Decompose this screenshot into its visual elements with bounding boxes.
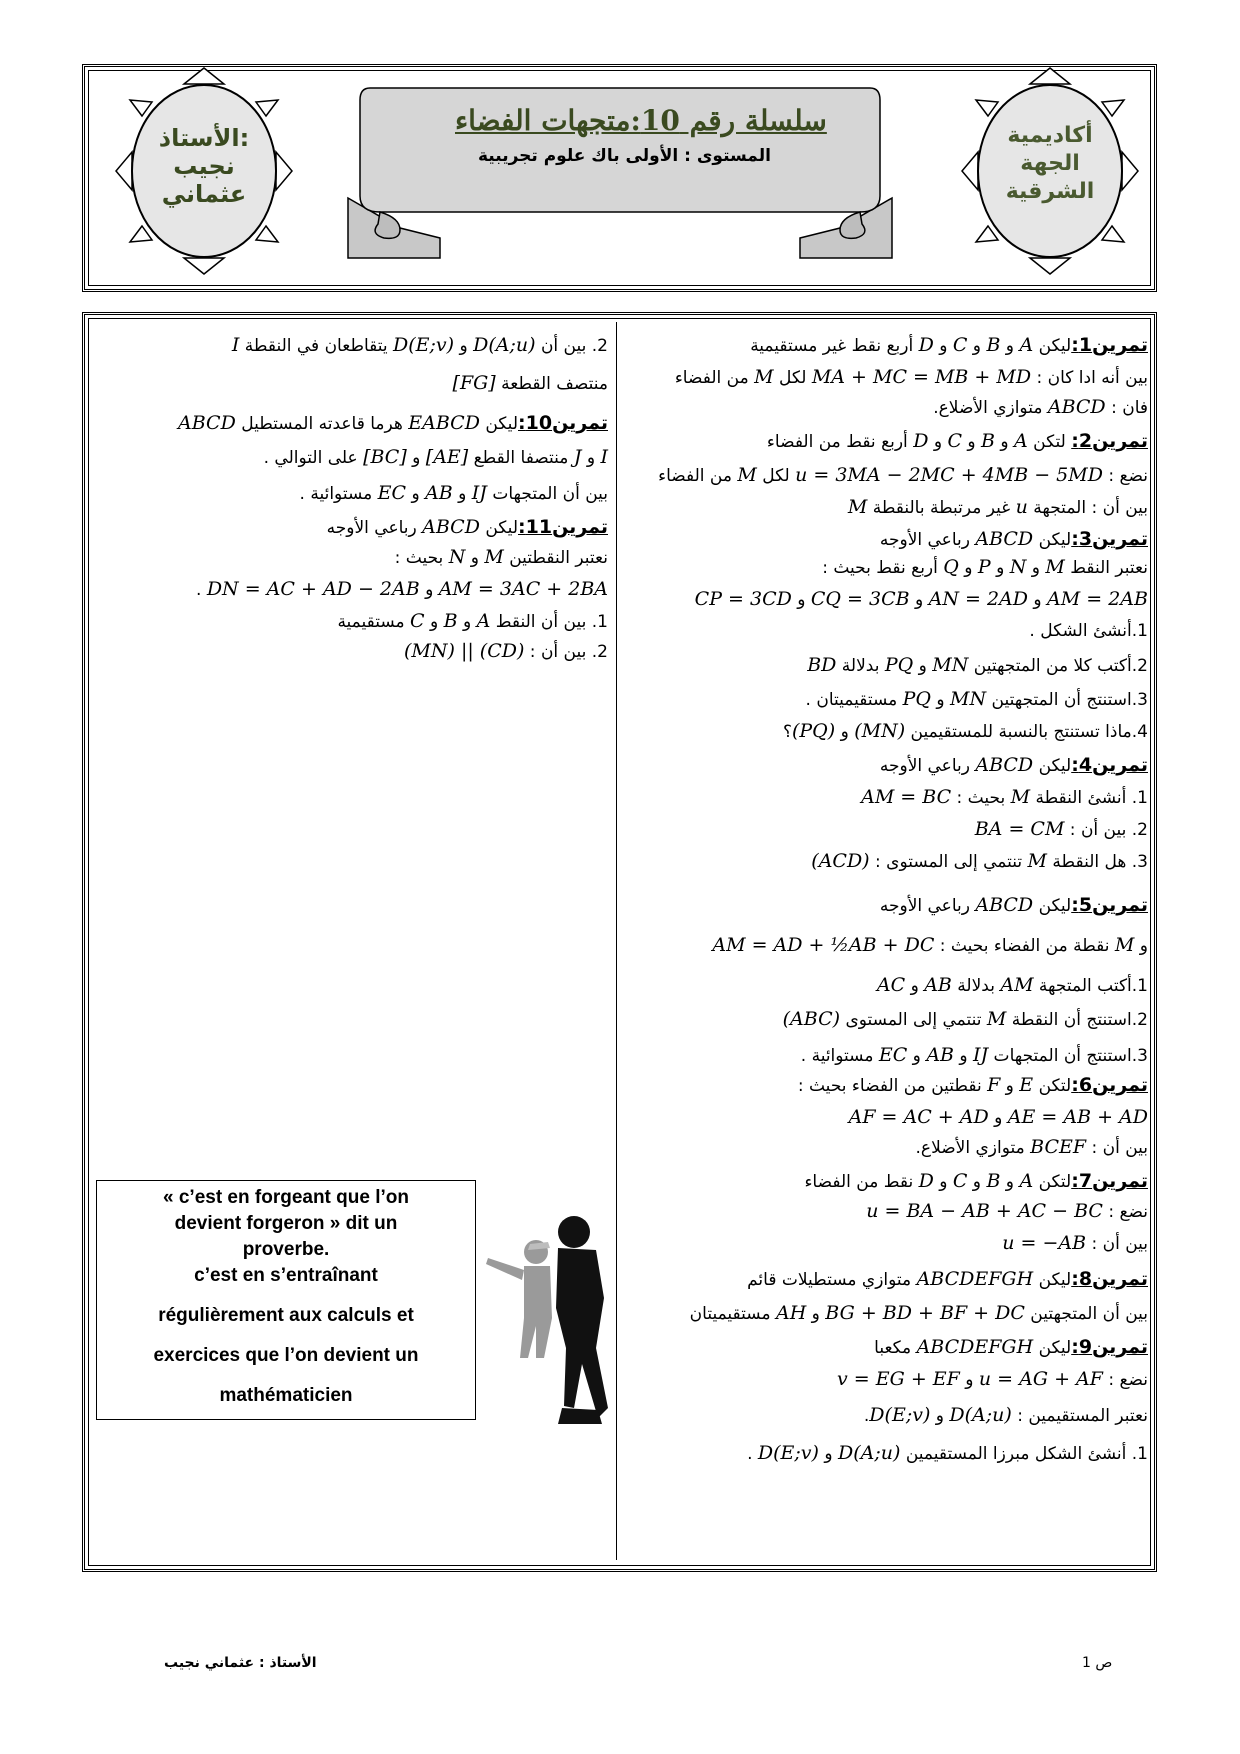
quote-line: mathématicien (219, 1385, 353, 1406)
math-expression: ABCD (975, 528, 1034, 550)
badge-line: نجيب (173, 152, 235, 180)
text-fragment: ليكن (1033, 336, 1072, 356)
text-fragment: 1. أنشئ النقطة (1030, 788, 1148, 808)
exercise-heading-line (880, 748, 1148, 782)
math-expression: u (1015, 496, 1028, 518)
math-expression: P (977, 556, 991, 578)
text-fragment: و (905, 976, 925, 996)
text-fragment: ليكن (1033, 1338, 1072, 1358)
text-fragment: و (954, 1046, 974, 1066)
text-fragment: و (406, 484, 426, 504)
text-fragment: و (835, 722, 855, 742)
exercise-label: تمرين3: (1071, 528, 1148, 550)
text-line (866, 1194, 1148, 1228)
text-line (747, 1436, 1148, 1470)
text-line (864, 1398, 1148, 1432)
level-subtitle: المستوى : الأولى باك علوم تجريبية (478, 146, 771, 166)
text-fragment: و (1000, 1076, 1020, 1096)
text-line (264, 440, 608, 474)
exercise-heading-line (750, 328, 1148, 362)
text-fragment: ليكن (479, 414, 518, 434)
text-fragment: و (967, 336, 987, 356)
text-fragment: و (995, 432, 1015, 452)
text-fragment: منتصفا القطع (468, 448, 574, 468)
text-fragment: 2. بين أن (535, 336, 608, 356)
math-expression: u = −AB (1002, 1232, 1087, 1254)
text-fragment: 2.استنتج أن النقطة (1006, 1010, 1148, 1030)
math-expression: M (754, 366, 774, 388)
text-fragment: و (1000, 336, 1020, 356)
math-expression: AM = 2AB (1047, 588, 1148, 610)
text-fragment: و (959, 1370, 979, 1390)
exercise-label: تمرين9: (1071, 1336, 1148, 1358)
math-expression: D (913, 430, 929, 452)
text-fragment: . (863, 1406, 870, 1426)
text-fragment: مستوائية . (800, 1046, 879, 1066)
math-expression: PQ (902, 688, 932, 710)
exercise-heading-line (327, 510, 608, 544)
text-fragment: بين أن : المتجهة (1027, 498, 1148, 518)
text-fragment: 1. أنشئ الشكل مبرزا المستقيمين (900, 1444, 1148, 1464)
exercise-label: تمرين6: (1071, 1074, 1148, 1096)
text-fragment: 1. بين أن النقط (490, 612, 608, 632)
text-fragment: 4.ماذا تستنتج بالنسبة للمستقيمين (905, 722, 1148, 742)
text-fragment: 2. بين أن : (1064, 820, 1148, 840)
math-expression: AN = 2AD (928, 588, 1029, 610)
text-line (695, 582, 1148, 616)
math-expression: ABCD (178, 412, 236, 434)
math-expression: [BC] (363, 446, 407, 468)
math-expression: CQ = 3CB (810, 588, 910, 610)
exercise-heading-line (874, 1330, 1148, 1364)
text-line (822, 550, 1148, 584)
text-fragment: منتصف القطعة (495, 374, 608, 394)
exercise-label: تمرين1: (1071, 334, 1148, 356)
text-fragment: غير مرتبطة بالنقطة (867, 498, 1016, 518)
text-fragment: ليكن (1033, 756, 1072, 776)
text-fragment: و (581, 448, 601, 468)
text-line (861, 780, 1148, 814)
exercise-heading-line (880, 888, 1148, 922)
math-expression: EC (377, 482, 407, 504)
math-expression: F (987, 1074, 1001, 1096)
text-line (712, 928, 1148, 962)
text-fragment: و (913, 656, 933, 676)
quote-line: proverbe. (242, 1239, 330, 1260)
text-fragment: رباعي الأوجه (879, 896, 976, 916)
quote-line: régulièrement aux calculs et (158, 1305, 414, 1326)
text-fragment: لتكن (1033, 1172, 1072, 1192)
text-fragment: نضع : (1102, 466, 1148, 486)
math-expression: Q (943, 556, 959, 578)
math-expression: ABCD (975, 754, 1034, 776)
text-line (877, 968, 1148, 1002)
math-expression: D(A;u) (473, 334, 536, 356)
math-expression: BCEF (1030, 1136, 1087, 1158)
text-fragment: مستوائية . (299, 484, 378, 504)
math-expression: ABCD (1047, 396, 1106, 418)
math-expression: D(E;v) (869, 1404, 931, 1426)
quote-line: devient forgeron » dit un (174, 1213, 398, 1234)
text-fragment: 3.استنتج أن المتجهات (988, 1046, 1148, 1066)
text-fragment: تنتمي إلى المستوى (840, 1010, 987, 1030)
quote-box (96, 1180, 476, 1420)
text-fragment: 2.أكتب كلا من المتجهتين (968, 656, 1148, 676)
text-fragment: 2. بين أن : (524, 642, 608, 662)
text-line (807, 648, 1148, 682)
text-fragment: و (1026, 558, 1046, 578)
math-expression: ABCD (975, 894, 1034, 916)
text-line (690, 1296, 1148, 1330)
text-fragment: و (454, 336, 474, 356)
math-expression: C (410, 610, 425, 632)
math-expression: C (947, 430, 962, 452)
math-expression: AM = BC (861, 786, 952, 808)
math-expression: A (1019, 334, 1034, 356)
math-expression: D (918, 1170, 934, 1192)
math-expression: u = AG + AF (978, 1368, 1103, 1390)
left-column (96, 328, 608, 708)
text-fragment: و (928, 432, 948, 452)
math-expression: D(A;u) (949, 1404, 1012, 1426)
text-fragment: و (967, 1172, 987, 1192)
exercise-label: تمرين11: (518, 516, 608, 538)
text-fragment: نعتبر المستقيمين : (1011, 1406, 1148, 1426)
text-fragment: و (791, 590, 811, 610)
math-expression: I (600, 446, 608, 468)
text-fragment: . (747, 1444, 758, 1464)
text-line (916, 1130, 1148, 1164)
math-expression: D(E;v) (757, 1442, 819, 1464)
text-fragment: بين أن : (1086, 1138, 1148, 1158)
math-expression: MN (932, 654, 969, 676)
text-fragment: نضع : (1102, 1202, 1148, 1222)
text-fragment: لكل (773, 368, 812, 388)
text-fragment: و (465, 548, 485, 568)
text-line (933, 390, 1148, 424)
badge-line: الشرقية (1005, 179, 1095, 204)
math-expression: (PQ) (791, 720, 836, 742)
math-expression: A (1014, 430, 1028, 452)
text-line (837, 1362, 1148, 1396)
math-expression: I (231, 334, 240, 356)
text-fragment: تنتمي إلى المستوى : (869, 852, 1028, 872)
math-expression: E (1019, 1074, 1034, 1096)
text-line (783, 714, 1148, 748)
math-expression: AB (924, 974, 952, 996)
text-line (453, 366, 608, 400)
quote-line: « c’est en forgeant que l’on (163, 1187, 409, 1208)
math-expression: AM = AD + ½AB + DC (712, 934, 935, 956)
text-fragment: بين أن : (1086, 1234, 1148, 1254)
math-expression: J (573, 446, 582, 468)
math-expression: EC (878, 1044, 908, 1066)
text-fragment: 1.أنشئ الشكل . (1029, 621, 1148, 641)
text-line (848, 490, 1148, 524)
math-expression: D(A;u) (838, 1442, 901, 1464)
text-line (783, 1002, 1148, 1036)
math-expression: M (1010, 786, 1031, 808)
math-expression: D (918, 334, 934, 356)
text-line (806, 682, 1148, 716)
text-fragment: بين أن المتجهتين (1024, 1304, 1148, 1324)
text-fragment: نقطة من الفضاء بحيث : (934, 936, 1115, 956)
text-fragment: و (1028, 590, 1048, 610)
text-fragment: بحيث : (394, 548, 449, 568)
exercise-label: تمرين8: (1071, 1268, 1148, 1290)
math-expression: EABCD (408, 412, 480, 434)
right-column (626, 328, 1148, 1558)
math-expression: BA = CM (974, 818, 1065, 840)
text-fragment: و (818, 1444, 838, 1464)
text-fragment: . (196, 580, 207, 600)
exercise-heading-line (178, 406, 608, 440)
badge-line: الأستاذ: (158, 124, 250, 152)
text-fragment: أربع نقط من الفضاء (766, 432, 914, 452)
math-expression: AM = 3AC + 2BA (438, 578, 608, 600)
math-expression: A (476, 610, 491, 632)
math-expression: M (737, 464, 757, 486)
math-expression: AM (1000, 974, 1034, 996)
exercise-heading-line (747, 1262, 1148, 1296)
text-fragment: مستقيمية (337, 612, 411, 632)
text-fragment: 3.استنتج أن المتجهتين (986, 690, 1148, 710)
math-expression: A (1019, 1170, 1034, 1192)
text-fragment: ليكن (1033, 530, 1072, 550)
text-fragment: و (406, 448, 426, 468)
text-fragment: لتكن (1027, 432, 1072, 452)
math-expression: AH (775, 1302, 807, 1324)
text-fragment: و (457, 612, 477, 632)
text-line (232, 328, 608, 362)
text-line (811, 844, 1148, 878)
math-expression: AE = AB + AD (1007, 1106, 1148, 1128)
math-expression: B (981, 430, 995, 452)
right-badge-text (990, 122, 1110, 206)
text-fragment: متوازي الأضلاع. (915, 1138, 1031, 1158)
text-line (300, 476, 608, 510)
text-line (337, 604, 608, 638)
text-fragment: و (958, 558, 978, 578)
exercise-label: تمرين2: (1071, 430, 1148, 452)
math-expression: BG + BD + BF + DC (825, 1302, 1025, 1324)
math-expression: B (443, 610, 458, 632)
series-title: سلسلة رقم 10:متجهات الفضاء (455, 104, 827, 137)
text-fragment: بين أن المتجهات (486, 484, 608, 504)
left-badge-text (144, 124, 264, 208)
text-fragment: بحيث : (951, 788, 1011, 808)
math-expression: IJ (471, 482, 487, 504)
math-expression: v = EG + EF (837, 1368, 960, 1390)
math-expression: M (1027, 850, 1048, 872)
text-fragment: من الفضاء (658, 466, 738, 486)
quote-line: c’est en s’entraînant (194, 1265, 378, 1286)
text-fragment: لكل (756, 466, 796, 486)
footer-teacher: الأستاذ : عثماني نجيب (164, 1655, 317, 1671)
math-expression: [FG] (452, 372, 496, 394)
math-expression: (ABC) (782, 1008, 841, 1030)
text-line (658, 458, 1148, 492)
math-expression: PQ (884, 654, 914, 676)
text-fragment: ليكن (479, 518, 518, 538)
text-fragment: نضع : (1102, 1370, 1148, 1390)
math-expression: ABCDEFGH (916, 1268, 1034, 1290)
footer-page-number: ص 1 (1082, 1655, 1113, 1671)
text-line (404, 634, 608, 668)
text-fragment: نعتبر النقطتين (503, 548, 608, 568)
text-fragment: متوازي الأضلاع. (933, 398, 1048, 418)
math-expression: AB (425, 482, 453, 504)
text-fragment: و (1000, 1172, 1020, 1192)
exercise-label: تمرين10: (518, 412, 608, 434)
text-fragment: مكعبا (874, 1338, 917, 1358)
math-expression: B (986, 334, 1001, 356)
text-fragment: ؟ (782, 722, 792, 742)
text-fragment: و (907, 1046, 927, 1066)
text-fragment: نعتبر النقط (1064, 558, 1148, 578)
exercise-label: تمرين5: (1071, 894, 1148, 916)
math-expression: M (484, 546, 504, 568)
text-fragment: أربع نقط غير مستقيمية (750, 336, 919, 356)
math-expression: M (986, 1008, 1007, 1030)
text-fragment: و (1134, 936, 1148, 956)
text-fragment: و (424, 612, 444, 632)
text-fragment: فان : (1105, 398, 1148, 418)
text-fragment: و (931, 690, 951, 710)
text-fragment: و (419, 580, 439, 600)
text-fragment: و (988, 1108, 1008, 1128)
math-expression: ABCDEFGH (916, 1336, 1034, 1358)
text-fragment: و (806, 1304, 826, 1324)
text-fragment: متوازي مستطيلات قائم (747, 1270, 917, 1290)
exercise-label: تمرين7: (1071, 1170, 1148, 1192)
text-fragment: مستقيميتان . (805, 690, 903, 710)
text-fragment: بدلالة (836, 656, 885, 676)
text-fragment: و (990, 558, 1010, 578)
badge-line: عثماني (161, 180, 247, 208)
math-expression: AC (876, 974, 906, 996)
text-fragment: رباعي الأوجه (326, 518, 423, 538)
exercise-label: تمرين4: (1071, 754, 1148, 776)
text-line (196, 572, 608, 606)
exercise-heading-line (804, 1164, 1148, 1198)
exercise-heading-line (798, 1068, 1148, 1102)
badge-line: أكاديمية (1007, 123, 1093, 148)
text-fragment: على التوالي . (263, 448, 364, 468)
math-expression: u = 3MA − 2MC + 4MB − 5MD (795, 464, 1103, 486)
math-expression: MN (950, 688, 987, 710)
math-expression: N (1009, 556, 1027, 578)
text-line (675, 360, 1148, 394)
text-fragment: و (909, 590, 929, 610)
math-expression: MA + MC = MB + MD (811, 366, 1032, 388)
text-line (975, 812, 1148, 846)
math-expression: C (952, 1170, 968, 1192)
text-fragment: من الفضاء (674, 368, 755, 388)
math-expression: M (1114, 934, 1135, 956)
math-expression: u = BA − AB + AC − BC (866, 1200, 1103, 1222)
math-expression: (MN) (854, 720, 906, 742)
exercise-heading-line (767, 424, 1148, 458)
text-fragment: أربع نقط بحيث : (822, 558, 944, 578)
math-expression: M (847, 496, 868, 518)
math-expression: ABCD (422, 516, 480, 538)
text-fragment: و (933, 336, 953, 356)
text-fragment: و (962, 432, 982, 452)
math-expression: AB (926, 1044, 954, 1066)
quote-line: exercices que l’on devient un (153, 1345, 419, 1366)
math-expression: C (952, 334, 968, 356)
math-expression: D(E;v) (393, 334, 455, 356)
text-fragment: ليكن (1033, 1270, 1072, 1290)
text-line (395, 540, 608, 574)
text-fragment: رباعي الأوجه (879, 530, 976, 550)
math-expression: DN = AC + AD − 2AB (206, 578, 420, 600)
math-expression: (ACD) (811, 850, 870, 872)
text-fragment: نقط من الفضاء (804, 1172, 919, 1192)
teacher-child-silhouette (478, 1208, 618, 1434)
text-fragment: مستقيميتان (689, 1304, 776, 1324)
math-expression: B (986, 1170, 1001, 1192)
math-expression: AF = AC + AD (848, 1106, 989, 1128)
text-line (1002, 1226, 1148, 1260)
math-expression: IJ (973, 1044, 989, 1066)
math-expression: BD (807, 654, 837, 676)
badge-line: الجهة (1020, 151, 1080, 176)
text-fragment: بدلالة (951, 976, 1001, 996)
math-expression: N (448, 546, 466, 568)
text-fragment: نقطتين من الفضاء بحيث : (797, 1076, 988, 1096)
text-fragment: 1.أكتب المتجهة (1033, 976, 1148, 996)
math-expression: [AE] (425, 446, 469, 468)
text-fragment: بين أنه ادا كان : (1031, 368, 1148, 388)
text-fragment: هرما قاعدته المستطيل (235, 414, 409, 434)
text-fragment: 3. هل النقطة (1047, 852, 1148, 872)
text-fragment: و (452, 484, 472, 504)
text-fragment: لتكن (1033, 1076, 1072, 1096)
text-fragment: ليكن (1033, 896, 1072, 916)
text-fragment: رباعي الأوجه (879, 756, 976, 776)
text-fragment: يتقاطعان في النقطة (239, 336, 394, 356)
text-line (1029, 614, 1148, 648)
math-expression: CP = 3CD (694, 588, 792, 610)
math-expression: M (1045, 556, 1065, 578)
text-line (801, 1038, 1148, 1072)
text-line (849, 1100, 1148, 1134)
math-expression: (MN) || (CD) (404, 640, 525, 662)
text-fragment: و (933, 1172, 953, 1192)
text-fragment: و (930, 1406, 950, 1426)
